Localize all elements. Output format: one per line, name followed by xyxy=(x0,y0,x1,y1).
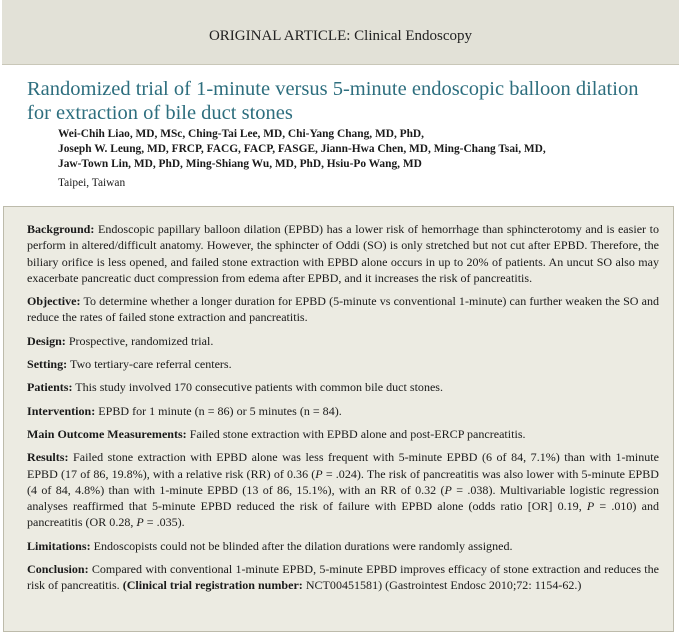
results-text-3: = .038). Multivariable logistic regression analyses reaffirmed that 5-minute EPBD reduced the risk of failure with EPBD alone (odds ratio [OR] 0.19, xyxy=(27,482,659,514)
outcome-label: Main Outcome Measurements: xyxy=(27,426,187,441)
setting-text: Two tertiary-care referral centers. xyxy=(69,357,232,372)
results-text-2: = .024). The risk of pancreatitis was also lower with 5-minute EPBD (4 of 84, 4.8%) than with 1-minute EPBD (13 of 86, 15.1%), with an RR of 0.32 ( xyxy=(27,466,659,497)
objective-label: Objective: xyxy=(27,294,81,309)
results-label: Results: xyxy=(27,450,69,465)
patients-text: This study involved 170 consecutive patients with common bile duct stones. xyxy=(75,380,444,395)
abstract-patients xyxy=(27,379,659,395)
abstract-conclusion xyxy=(27,561,659,594)
conclusion-label: Conclusion: xyxy=(27,562,89,577)
authors-line-2: Joseph W. Leung, MD, FRCP, FACG, FACP, FASGE, Jiann-Hwa Chen, MD, Ming-Chang Tsai, MD, xyxy=(58,143,546,155)
design-text: Prospective, randomized trial. xyxy=(68,333,214,348)
abstract-setting xyxy=(27,356,659,372)
registration-label: (Clinical trial registration number: xyxy=(122,578,303,593)
patients-label: Patients: xyxy=(27,380,73,395)
outcome-text: Failed stone extraction with EPBD alone and post-ERCP pancreatitis. xyxy=(189,426,526,441)
setting-label: Setting: xyxy=(27,357,68,372)
results-text-4: = .010) and pancreatitis (OR 0.28, xyxy=(27,499,659,530)
abstract-outcome xyxy=(27,426,659,442)
limitations-text: Endoscopists could not be blinded after the dilation durations were randomly assigned. xyxy=(93,538,513,553)
authors-line-3: Jaw-Town Lin, MD, PhD, Ming-Shiang Wu, MD, PhD, Hsiu-Po Wang, MD xyxy=(58,158,422,170)
section-header-band xyxy=(2,0,679,65)
conclusion-text: Compared with conventional 1-minute EPBD, 5-minute EPBD improves efficacy of stone extraction and reduces the risk of pancreatitis. xyxy=(27,562,660,593)
abstract-body xyxy=(27,221,659,601)
results-p-2: P xyxy=(444,482,452,497)
author-list xyxy=(58,127,648,172)
abstract-background xyxy=(27,221,659,286)
design-label: Design: xyxy=(27,333,66,348)
results-text-5: = .035). xyxy=(143,515,185,530)
abstract-design xyxy=(27,333,659,349)
registration-text: NCT00451581) (Gastrointest Endosc 2010;72: 1154-62.) xyxy=(302,578,582,593)
results-p-4: P xyxy=(136,515,144,530)
objective-text: To determine whether a longer duration for EPBD (5-minute vs conventional 1-minute) can further weaken the SO and reduce the rates of failed stone extraction and pancreatitis. xyxy=(27,294,659,325)
abstract-objective xyxy=(27,293,659,326)
results-text-1: Failed stone extraction with EPBD alone was less frequent with 5-minute EPBD (6 of 84, 7.1%) than with 1-minute EPBD (17 of 86, 19.8%), with a relative risk (RR) of 0.36 ( xyxy=(27,450,659,481)
abstract-box xyxy=(3,206,674,632)
abstract-limitations xyxy=(27,538,659,554)
background-text: Endoscopic papillary balloon dilation (EPBD) has a lower risk of hemorrhage than sphincterotomy and is easier to perform in altered/difficult anatomy. However, the sphincter of Oddi (SO) is only stretched but not cut after EPBD. Therefore, the biliary orifice is less opened, and failed stone extraction with EPBD alone occurs in up to 20% of patients. An uncut SO also may exacerbate pancreatic duct compression from edema after EPBD, and it increases the risk of pancreatitis. xyxy=(27,222,659,285)
abstract-intervention xyxy=(27,403,659,419)
intervention-text: EPBD for 1 minute (n = 86) or 5 minutes (n = 84). xyxy=(98,403,342,418)
background-label: Background: xyxy=(27,222,95,236)
results-p-3: P xyxy=(586,499,595,514)
limitations-label: Limitations: xyxy=(27,538,91,553)
intervention-label: Intervention: xyxy=(27,403,96,418)
article-title: Randomized trial of 1-minute versus 5-minute endoscopic balloon dilation for extraction of bile duct stones xyxy=(27,78,639,124)
section-header: ORIGINAL ARTICLE: Clinical Endoscopy xyxy=(208,28,473,44)
results-p-1: P xyxy=(315,466,323,481)
affiliation: Taipei, Taiwan xyxy=(58,177,126,189)
authors-line-1: Wei-Chih Liao, MD, MSc, Ching-Tai Lee, MD, Chi-Yang Chang, MD, PhD, xyxy=(58,128,424,140)
abstract-results xyxy=(27,449,659,530)
